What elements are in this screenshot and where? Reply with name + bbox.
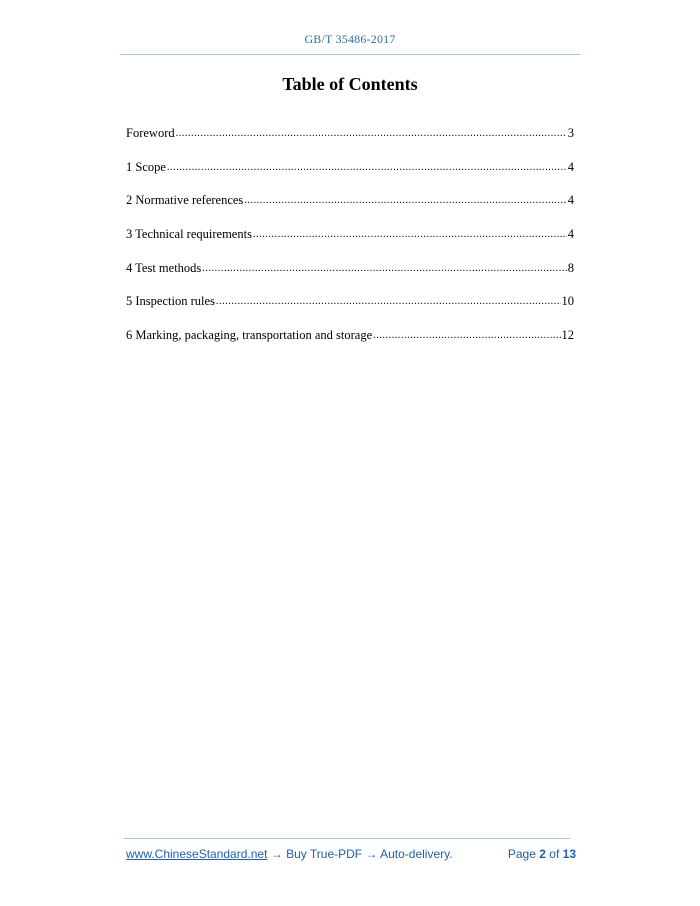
toc-entry-page: 4: [567, 159, 574, 174]
page-footer: [126, 847, 576, 861]
toc-entry-foreword[interactable]: [126, 126, 574, 160]
dot-leader: [216, 293, 561, 308]
of-word: of: [549, 847, 560, 861]
toc-entry-label: Foreword: [126, 126, 175, 140]
dot-leader: [244, 192, 566, 207]
document-code-header: GB/T 35486-2017: [304, 32, 396, 46]
footer-divider: [124, 838, 570, 839]
toc-entry-label: 2 Normative references: [126, 193, 244, 208]
site-link[interactable]: www.ChineseStandard.net: [126, 847, 268, 861]
dot-leader: [176, 125, 567, 140]
toc-entry-page: 4: [567, 227, 574, 242]
promo-text: → Buy True-PDF → Auto-delivery.: [267, 847, 453, 861]
toc-entry-page: 10: [561, 294, 574, 309]
toc-entry-technical-requirements[interactable]: [126, 227, 574, 261]
footer-promo: [126, 847, 453, 861]
toc-entry-page: 12: [561, 328, 574, 343]
toc-entry-marking-packaging[interactable]: [126, 328, 574, 362]
toc-entry-label: 6 Marking, packaging, transportation and storage: [126, 328, 373, 343]
page-word: Page: [507, 847, 536, 861]
toc-entry-page: 8: [567, 260, 574, 275]
dot-leader: [373, 327, 560, 342]
dot-leader: [253, 226, 567, 241]
dot-leader: [202, 260, 566, 275]
header-divider: [120, 54, 580, 55]
toc-entry-test-methods[interactable]: [126, 261, 574, 295]
toc-title: Table of Contents: [282, 74, 418, 94]
total-pages-number: 13: [562, 847, 576, 861]
toc-entry-label: 5 Inspection rules: [126, 294, 215, 309]
toc-entry-page: 4: [567, 193, 574, 208]
toc-entry-page: 3: [567, 126, 574, 140]
page-indicator: [508, 847, 576, 861]
toc-entry-label: 1 Scope: [126, 159, 166, 174]
toc-entry-label: 3 Technical requirements: [126, 227, 252, 242]
toc-entry-label: 4 Test methods: [126, 260, 202, 275]
toc-entry-normative-references[interactable]: [126, 193, 574, 227]
toc-entry-scope[interactable]: [126, 160, 574, 194]
current-page-number: 2: [539, 847, 546, 861]
toc-list: [126, 126, 574, 362]
toc-entry-inspection-rules[interactable]: [126, 294, 574, 328]
dot-leader: [167, 159, 567, 174]
